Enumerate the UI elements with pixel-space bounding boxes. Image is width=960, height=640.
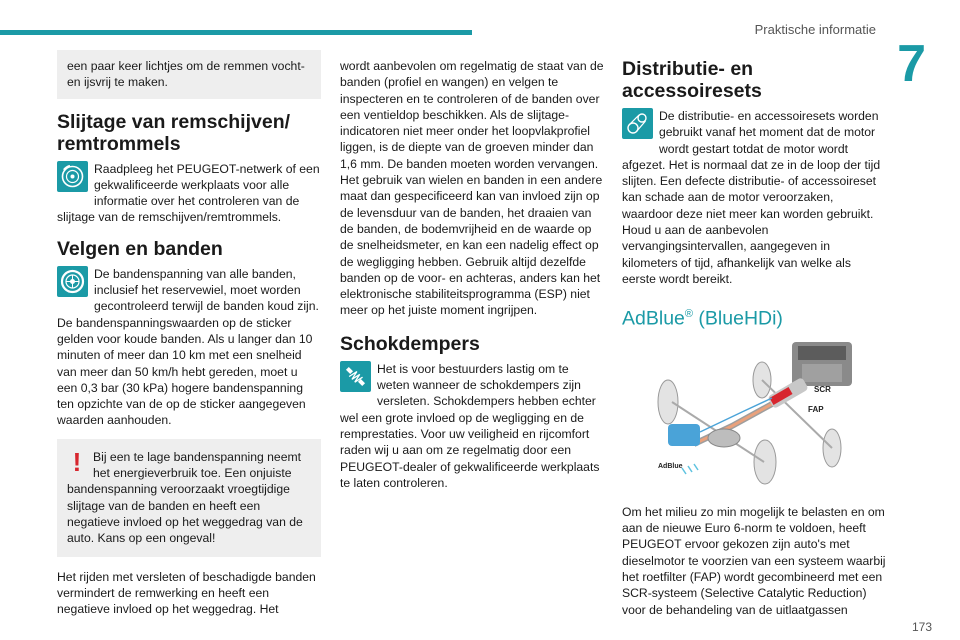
brakes-text: Raadpleeg het PEUGEOT-netwerk of een gekwalificeerde werkplaats voor alle informatie over het controleren van de slijtage van de remschijven/remtrommels. (57, 161, 320, 225)
worn-tyres-text: Het rijden met versleten of beschadigde banden vermindert de remwerking en heeft een negatieve invloed op het weggedrag. Het (57, 569, 316, 617)
column-2 (340, 50, 604, 491)
timing-belt-icon (622, 108, 653, 139)
adblue-text: Om het milieu zo min mogelijk te belasten en om aan de nieuwe Euro 6-norm te voldoen, heeft PEUGEOT ervoor gekozen zijn auto's met dieselmotor te voorzien van een systeem waarbij het roetfilter (FAP) wordt gecombineerd met een SCR-systeem (Selective Catalytic Reduction) voor de behandeling van de uitlaatgassen (622, 504, 886, 617)
heading-timing: Distributie- en accessoiresets (622, 58, 762, 102)
warning-box (57, 439, 321, 557)
adblue-label: AdBlue (658, 462, 683, 470)
adblue-name: AdBlue (622, 307, 685, 330)
scr-label: SCR (814, 384, 831, 394)
timing-text: De distributie- en accessoiresets worden gebruikt vanaf het moment dat de motor wordt gestart totdat de motor wordt afgezet. Het is normaal dat ze in de loop der tijd slijten. Een defecte distributie- of accessoireset kan schade aan de motor veroorzaken, waardoor deze niet meer kan worden gebruikt. Houd u aan de aanbevolen vervangingsintervallen, aangegeven in kilometers of tijd, afhankelijk van welke als eerste wordt bereikt. (622, 109, 881, 286)
adblue-system-illustration (622, 340, 886, 490)
chapter-number: 7 (897, 35, 926, 93)
warning-text: Bij een te lage bandenspanning neemt het energieverbruik toe. Een onjuiste bandenspanning veroorzaakt vroegtijdige slijtage van de banden en heeft een negatieve invloed op het weggedrag van de auto. Kans op een ongeval! (67, 449, 303, 546)
adblue-registered-mark: ® (684, 308, 693, 321)
warning-icon: ! (72, 446, 82, 477)
wheels-text: De bandenspanning van alle banden, inclusief het reservewiel, moet worden gecontroleerd terwijl de banden koud zijn. De bandenspanningswaarden op de sticker gelden voor koude banden. Als u langer dan 10 minuten of meer dan 10 km met een snelheid van meer dan 50 km/h hebt gereden, moet u een 0,3 bar (30 kPa) hogere bandenspanning ten opzichte van de op de sticker aangegeven waarden aanhouden. (57, 266, 319, 428)
shocks-text: Het is voor bestuurders lastig om te weten wanneer de schokdempers zijn versleten. Schokdempers hebben echter wel een grote invloed op de wegligging en de remprestaties. Voor uw veiligheid en rijcomfort raden wij u aan om ze regelmatig door een PEUGEOT-dealer of gekwalificeerde werkplaats te laten controleren. (340, 361, 600, 490)
shocks-paragraph (340, 361, 604, 491)
section-title: Praktische informatie (754, 22, 876, 37)
brakes-paragraph (57, 161, 321, 226)
tyre-icon (57, 266, 88, 297)
column-1 (57, 50, 321, 617)
heading-brakes: Slijtage van remschijven/ remtrommels (57, 110, 291, 155)
heading-adblue (622, 303, 886, 330)
heading-wheels: Velgen en banden (57, 237, 223, 260)
info-box (57, 50, 321, 99)
page-number: 173 (911, 620, 932, 634)
header-bar (0, 30, 472, 35)
tyres-continued-text: wordt aanbevolen om regelmatig de staat van de banden (profiel en wangen) en velgen te inspecteren en te controleren of de banden over een ventieldop beschikken. Als de slijtage-indicatoren niet meer onder het loopvlakprofiel liggen, is de diepte van de groeven minder dan 1,6 mm. De banden moeten worden vervangen. Het gebruik van wielen en banden in een andere maat dan gespecificeerd kan van invloed zijn op de levensduur van de banden, het draaien van de banden, de bodemvrijheid en de waarde op de snelheidsmeter, en kan een nadelig effect op de wegligging hebben. Gebruik altijd dezelfde banden op de voor- en achteras, anders kan het elektronische stabiliteitsprogramma (ESP) niet meer op het juiste moment ingrijpen. (340, 59, 604, 318)
timing-paragraph (622, 108, 886, 287)
column-3 (622, 50, 886, 618)
fap-label: FAP (808, 404, 824, 414)
brake-disc-icon (57, 161, 88, 192)
shock-absorber-icon (340, 361, 371, 392)
heading-shocks: Schokdempers (340, 332, 480, 355)
wheels-paragraph (57, 266, 321, 429)
box-text: een paar keer lichtjes om de remmen vocht- en ijsvrij te maken. (67, 59, 305, 90)
adblue-suffix: (BlueHDi) (693, 307, 783, 330)
